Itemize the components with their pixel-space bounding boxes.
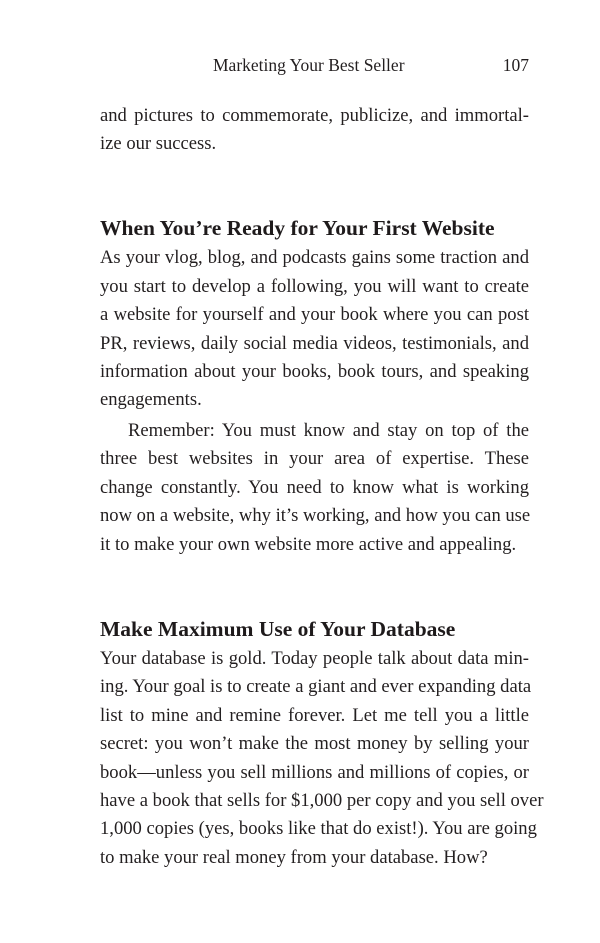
body-line: three best websites in your area of expertise. These xyxy=(100,448,529,469)
section-heading: Make Maximum Use of Your Database xyxy=(100,617,456,641)
body-line: ing. Your goal is to create a giant and ever expanding data xyxy=(100,676,532,697)
body-line: Remember: You must know and stay on top of the xyxy=(128,420,529,441)
body-line: change constantly. You need to know what is working xyxy=(100,477,529,498)
body-line: list to mine and remine forever. Let me tell you a little xyxy=(100,705,529,726)
body-line: PR, reviews, daily social media videos, testimonials, and xyxy=(100,333,529,354)
body-line: information about your books, book tours, and speaking xyxy=(100,361,529,382)
running-title: Marketing Your Best Seller xyxy=(213,55,405,75)
running-header xyxy=(100,55,529,79)
body-line: a website for yourself and your book where you can post xyxy=(100,304,529,325)
body-line: Your database is gold. Today people talk about data min- xyxy=(100,648,529,669)
body-line: to make your real money from your database. How? xyxy=(100,847,488,868)
section-heading: When You’re Ready for Your First Website xyxy=(100,216,495,240)
body-line: and pictures to commemorate, publicize, and immortal- xyxy=(100,105,529,126)
body-line: have a book that sells for $1,000 per copy and you sell over xyxy=(100,790,544,811)
body-line: secret: you won’t make the most money by selling your xyxy=(100,733,529,754)
body-line: As your vlog, blog, and podcasts gains some traction and xyxy=(100,247,529,268)
body-line: it to make your own website more active and appealing. xyxy=(100,534,517,555)
body-line: you start to develop a following, you will want to create xyxy=(100,276,529,297)
body-line: now on a website, why it’s working, and how you can use xyxy=(100,505,531,526)
body-line: engagements. xyxy=(100,389,202,410)
body-line: book—unless you sell millions and millions of copies, or xyxy=(100,762,529,783)
body-line: ize our success. xyxy=(100,133,217,154)
body-line: 1,000 copies (yes, books like that do exist!). You are going xyxy=(100,818,537,839)
page-number: 107 xyxy=(502,55,529,75)
